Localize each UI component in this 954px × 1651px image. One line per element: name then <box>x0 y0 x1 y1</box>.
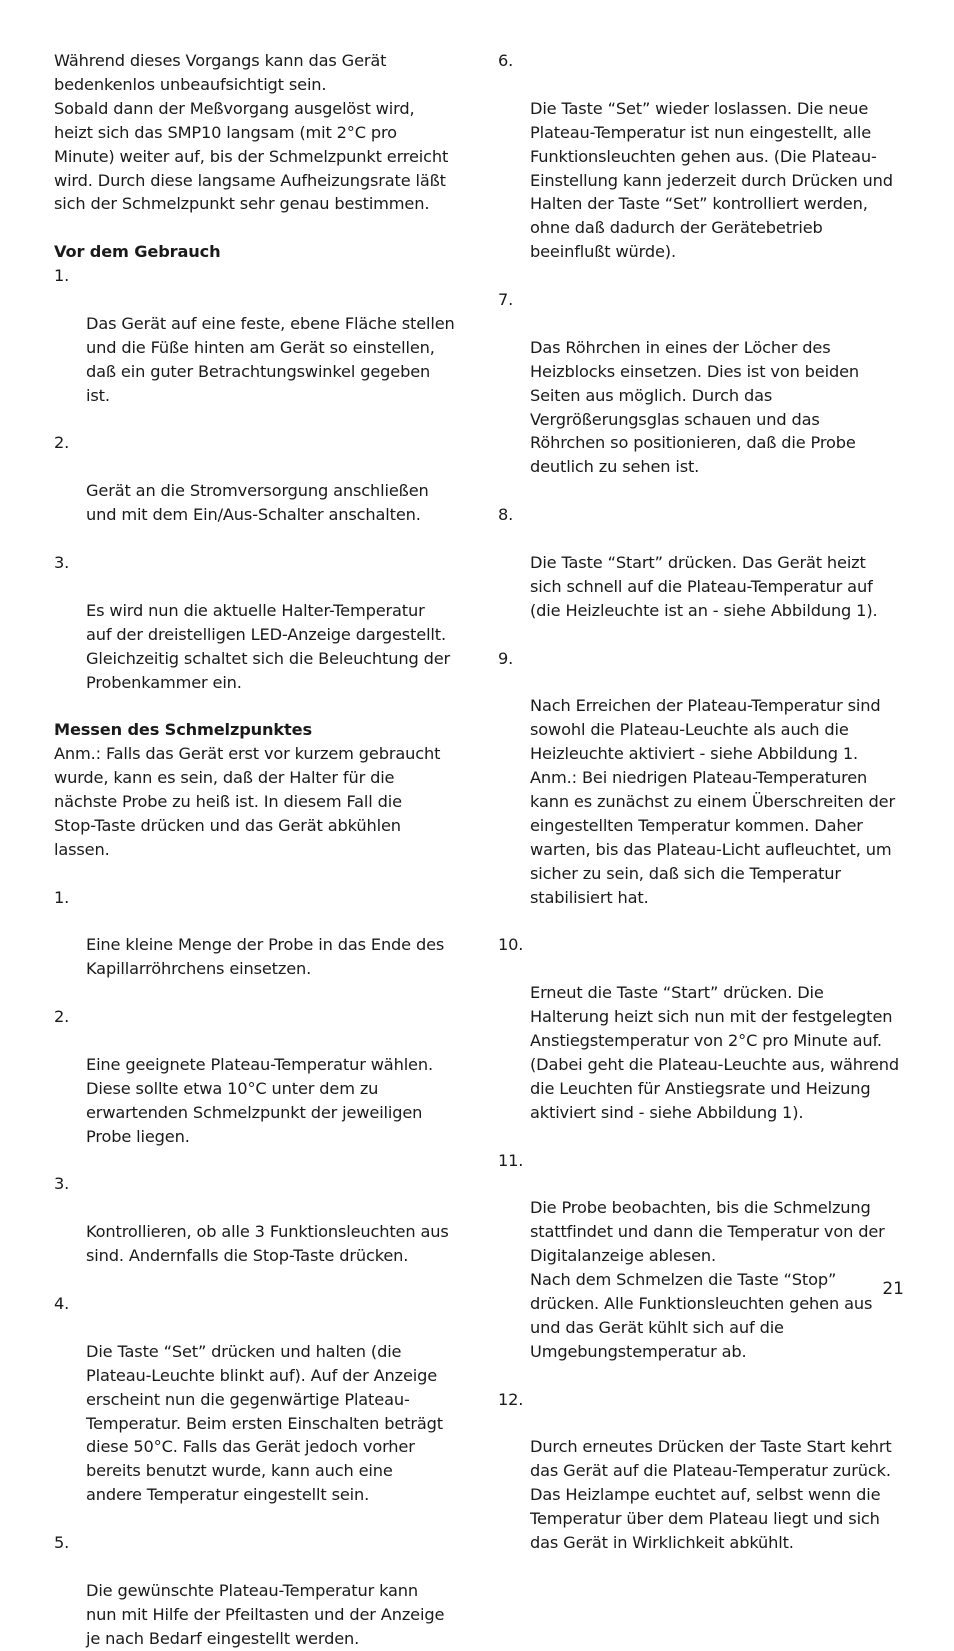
item-text: Es wird nun die aktuelle Halter-Temperatur auf der dreistelligen LED-Anzeige dargestellt. Gleichzeitig schaltet sich die Beleuchtung der Probenkammer ein. <box>86 600 451 692</box>
list-item <box>54 431 468 527</box>
item-number: 5. <box>54 1533 70 1553</box>
item-number: 1. <box>54 266 70 286</box>
item-number: 4. <box>54 1294 70 1313</box>
item-text: Die Taste “Set” drücken und halten (die Plateau-Leuchte blinkt auf). Auf der Anzeige erscheint nun die gegenwärtige Plateau- Temperatur. Beim ersten Einschalten beträgt diese 50°C. Falls das Gerät jedoch vorher bereits benutzt wurde, kann auch eine andere Temperatur eingestellt sein. <box>86 1341 444 1505</box>
item-text: Eine kleine Menge der Probe in das Ende des Kapillarröhrchens einsetzen. <box>86 935 445 979</box>
list-item <box>498 288 914 479</box>
measuring-note: Anm.: Falls das Gerät erst vor kurzem gebraucht wurde, kann es sein, daß der Halter für die nächste Probe zu heiß ist. In diesem Fall die Stop-Taste drücken und das Gerät abkühlen lassen. <box>54 744 441 859</box>
item-number: 11. <box>498 1150 524 1170</box>
list-item <box>54 1005 468 1148</box>
item-number: 9. <box>498 648 514 668</box>
list-item <box>498 49 914 264</box>
item-text: Die Probe beobachten, bis die Schmelzung stattfindet und dann die Temperatur von der Digitalanzeige ablesen. Nach dem Schmelzen die Taste “Stop” drücken. Alle Funktionsleuchten gehen aus und das Gerät kühlt sich auf die Umgebungstemperatur ab. <box>530 1198 885 1361</box>
item-text: Das Röhrchen in eines der Löcher des Heizblocks einsetzen. Dies ist von beiden Seiten aus möglich. Durch das Vergrößerungsglas schauen und das Röhrchen so positionieren, daß die Probe deutlich zu sehen ist. <box>530 337 860 477</box>
item-number: 7. <box>498 290 514 310</box>
list-item <box>54 264 468 407</box>
item-number: 12. <box>498 1389 524 1409</box>
page-number: 21 <box>882 1279 904 1299</box>
item-number: 3. <box>54 552 70 572</box>
item-text: Eine geeignete Plateau-Temperatur wählen. Diese sollte etwa 10°C unter dem zu erwartenden Schmelzpunkt der jeweiligen Probe liegen. <box>86 1054 433 1146</box>
item-text: Das Gerät auf eine feste, ebene Fläche stellen und die Füße hinten am Gerät so einstellen, daß ein guter Betrachtungswinkel gegeben ist. <box>86 313 455 405</box>
intro-paragraph: Während dieses Vorgangs kann das Gerät bedenkenlos unbeaufsichtigt sein. Sobald dann der Meßvorgang ausgelöst wird, heizt sich das SMP10 langsam (mit 2°C pro Minute) weiter auf, bis der Schmelzpunkt erreicht wird. Durch diese langsame Aufheizungsrate läßt sich der Schmelzpunkt sehr genau bestimmen. <box>54 51 449 214</box>
heading-before-use: Vor dem Gebrauch <box>54 242 221 262</box>
item-number: 2. <box>54 433 70 453</box>
list-item <box>498 933 914 1124</box>
list-item <box>498 1149 914 1364</box>
measuring-list <box>54 886 468 1651</box>
list-item <box>498 1388 914 1555</box>
list-item <box>54 1292 468 1507</box>
right-column <box>498 49 914 1555</box>
item-text: Die gewünschte Plateau-Temperatur kann nun mit Hilfe der Pfeiltasten und der Anzeige je nach Bedarf eingestellt werden. <box>86 1580 445 1648</box>
item-text: Die Taste “Set” wieder loslassen. Die neue Plateau-Temperatur ist nun eingestellt, alle Funktionsleuchten gehen aus. (Die Plateau- Einstellung kann jederzeit durch Drücken und Halten der Taste “Set” kontrolliert werden, ohne daß dadurch der Gerätebetrieb beeinflußt würde). <box>530 98 893 262</box>
item-number: 2. <box>54 1007 70 1027</box>
item-number: 3. <box>54 1174 70 1194</box>
item-text: Die Taste “Start” drücken. Das Gerät heizt sich schnell auf die Plateau-Temperatur auf (die Heizleuchte ist an - siehe Abbildung 1). <box>530 553 878 620</box>
heading-measuring: Messen des Schmelzpunktes <box>54 720 312 740</box>
item-text: Nach Erreichen der Plateau-Temperatur sind sowohl die Plateau-Leuchte als auch die Heizleuchte aktiviert - siehe Abbildung 1. Anm.: Bei niedrigen Plateau-Temperaturen kann es zunächst zu einem Überschreiten der eingestellten Temperatur kommen. Daher warten, bis das Plateau-Licht aufleuchtet, um sicher zu sein, daß sich die Temperatur stabilisiert hat. <box>530 696 895 907</box>
item-number: 1. <box>54 887 70 907</box>
item-number: 10. <box>498 935 524 955</box>
list-item <box>498 503 914 623</box>
item-number: 6. <box>498 51 514 70</box>
item-text: Durch erneutes Drücken der Taste Start kehrt das Gerät auf die Plateau-Temperatur zurück. Das Heizlampe euchtet auf, selbst wenn die Temperatur über dem Plateau liegt und sich das Gerät in Wirklichkeit abkühlt. <box>530 1437 892 1553</box>
list-item <box>54 1172 468 1268</box>
list-item <box>54 551 468 694</box>
item-text: Erneut die Taste “Start” drücken. Die Halterung heizt sich nun mit der festgelegten Anstiegstemperatur von 2°C pro Minute auf. (Dabei geht die Plateau-Leuchte aus, während die Leuchten für Anstiegsrate und Heizung aktiviert sind - siehe Abbildung 1). <box>530 983 900 1122</box>
list-item <box>498 647 914 910</box>
list-item <box>54 1531 468 1651</box>
left-column <box>54 49 468 1651</box>
before-use-list <box>54 264 468 694</box>
item-text: Gerät an die Stromversorgung anschließen und mit dem Ein/Aus-Schalter anschalten. <box>86 481 429 525</box>
item-number: 8. <box>498 505 514 525</box>
item-text: Kontrollieren, ob alle 3 Funktionsleuchten aus sind. Andernfalls die Stop-Taste drücken. <box>86 1222 449 1266</box>
list-item <box>54 886 468 982</box>
